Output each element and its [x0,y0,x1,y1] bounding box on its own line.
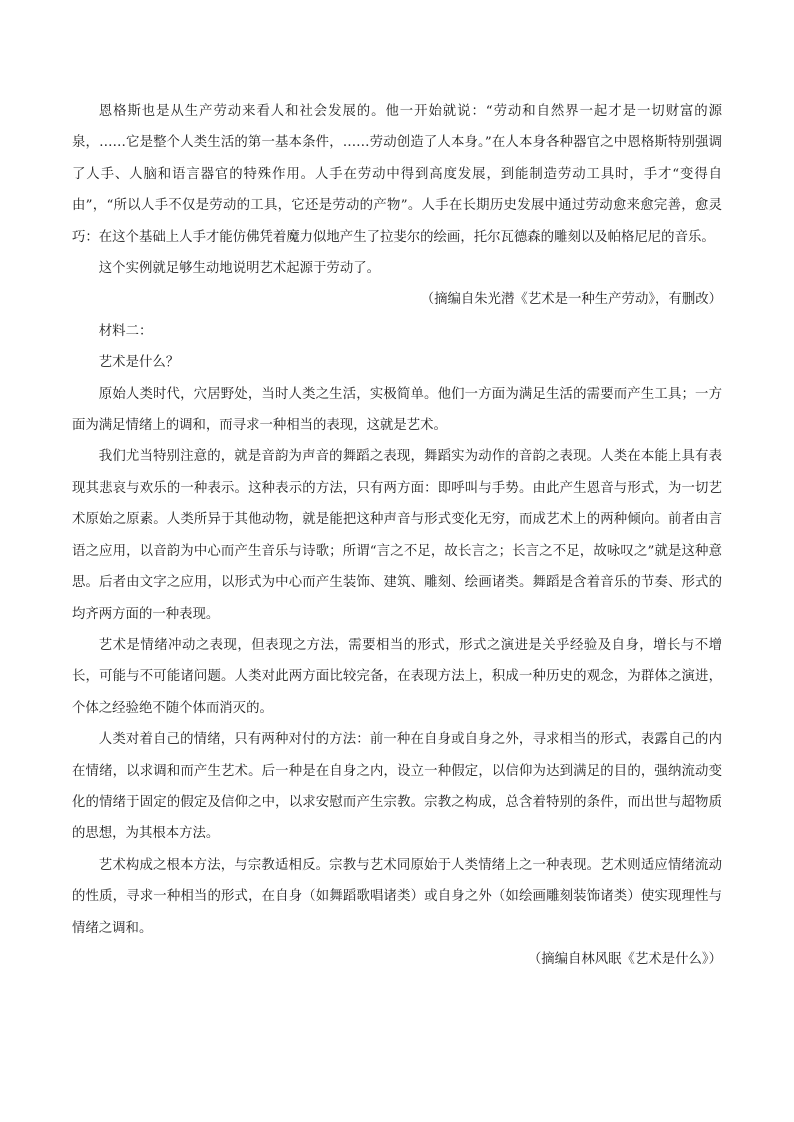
material-two-paragraph-1: 原始人类时代，穴居野处，当时人类之生活，实极简单。他们一方面为满足生活的需要而产生工具；一方面为满足情绪上的调和，而寻求一种相当的表现，这就是艺术。 [72,386,722,434]
material-two-title: 艺术是什么？ [98,355,180,371]
material-one-paragraph-1: 恩格斯也是从生产劳动来看人和社会发展的。他一开始就说：“劳动和自然界一起才是一切财富的源泉，……它是整个人类生活的第一基本条件，……劳动创造了人本身。”在人本身各种器官之中恩格斯特别强调了人手、人脑和语言器官的特殊作用。人手在劳动中得到高度发展，到能制造劳动工具时，手才“变得自由”，“所以人手不仅是劳动的工具，它还是劳动的产物”。人手在长期历史发展中通过劳动愈来愈完善，愈灵巧：在这个基础上人手才能仿佛凭着魔力似地产生了拉斐尔的绘画，托尔瓦德森的雕刻以及帕格尼尼的音乐。 [72,104,722,245]
material-one-paragraph-2: 这个实例就足够生动地说明艺术起源于劳动了。 [98,261,380,277]
material-two-paragraph-5: 艺术构成之根本方法，与宗教适相反。宗教与艺术同原始于人类情绪上之一种表现。艺术则适应情绪流动的性质，寻求一种相当的形式，在自身（如舞蹈歌唱诸类）或自身之外（如绘画雕刻装饰诸类）使实现理性与情绪之调和。 [72,857,722,936]
material-two-paragraph-4: 人类对着自己的情绪，只有两种对付的方法：前一种在自身或自身之外，寻求相当的形式，表露自己的内在情绪，以求调和而产生艺术。后一种是在自身之内，设立一种假定，以信仰为达到满足的目的，强纳流动变化的情绪于固定的假定及信仰之中，以求安慰而产生宗教。宗教之构成，总含着特别的条件，而出世与超物质的思想，为其根本方法。 [72,732,722,842]
material-two-paragraph-2: 我们尤当特别注意的，就是音韵为声音的舞蹈之表现，舞蹈实为动作的音韵之表现。人类在本能上具有表现其悲哀与欢乐的一种表示。这种表示的方法，只有两方面：即呼叫与手势。由此产生恩音与形式，为一切艺术原始之原素。人类所异于其他动物，就是能把这种声音与形式变化无穷，而成艺术上的两种倾向。前者由言语之应用，以音韵为中心而产生音乐与诗歌；所谓“言之不足，故长言之；长言之不足，故咏叹之”就是这种意思。后者由文字之应用，以形式为中心而产生装饰、建筑、雕刻、绘画诸类。舞蹈是含着音乐的节奏、形式的均齐两方面的一种表现。 [72,449,722,622]
material-two-paragraph-3: 艺术是情绪冲动之表现，但表现之方法，需要相当的形式，形式之演进是关乎经验及自身，增长与不增长，可能与不可能诸问题。人类对此两方面比较完备，在表现方法上，积成一种历史的观念，为群体之演进，个体之经验绝不随个体而消灭的。 [72,637,722,716]
material-two-source: （摘编自林风眠《艺术是什么》） [527,951,722,967]
document-page [72,96,722,975]
material-one-source: （摘编自朱光潜《艺术是一种生产劳动》，有删改） [420,292,722,308]
material-two-heading: 材料二： [98,323,153,339]
